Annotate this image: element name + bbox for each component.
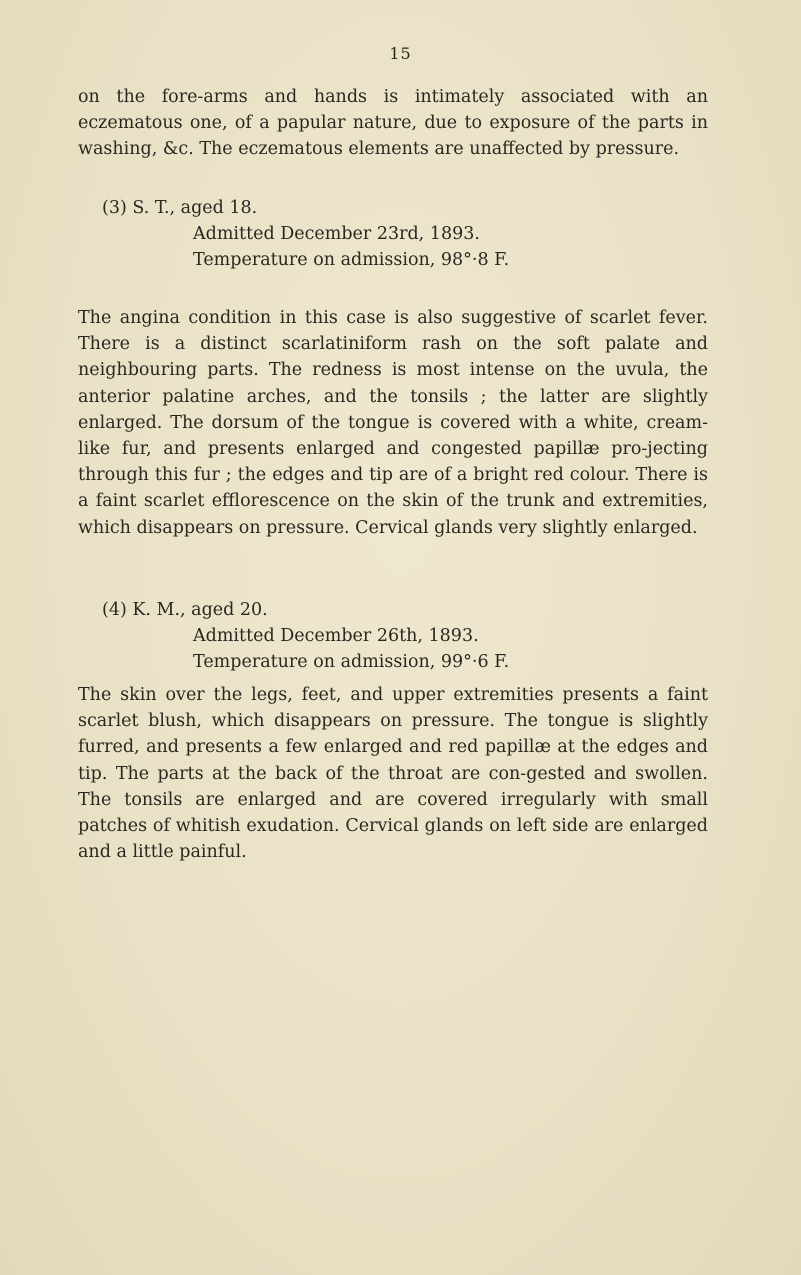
paragraph-2: The angina condition in this case is also suggestive of scarlet fever. There is a distinct scarlatiniform rash on the soft palate and neighbouring parts. The redness is most intense on the uvula, the anterior palatine arches, and the tonsils ; the latter are slightly enlarged. The dorsum of the tongue is covered with a white, cream-like fur, and presents enlarged and congested papillæ pro-jecting through this fur ; the edges and tip are of a bright red colour. There is a faint scarlet efflorescence on the skin of the trunk and extremities, which disappears on pressure. Cervical glands very slightly enlarged. [78, 308, 708, 538]
case-3-admitted: Admitted December 23rd, 1893. [193, 224, 480, 245]
case-3 [78, 195, 708, 274]
case-4-admitted: Admitted December 26th, 1893. [193, 626, 479, 647]
case-3-heading: (3) S. T., aged 18. [102, 198, 258, 218]
case-4-header [78, 597, 708, 676]
case-3-header [78, 195, 708, 274]
case-4-heading: (4) K. M., aged 20. [102, 600, 268, 620]
page-number: 15 [389, 44, 412, 63]
paragraph-1: on the fore-arms and hands is intimately associated with an eczematous one, of a papular nature, due to exposure of the parts in washing, &c. The eczematous elements are unaffected by pressure. [78, 87, 708, 160]
text-block-1 [78, 84, 708, 163]
paragraph-3: The skin over the legs, feet, and upper extremities presents a faint scarlet blush, which disappears on pressure. The tongue is slightly furred, and presents a few enlarged and red papillæ at the edges and tip. The parts at the back of the throat are con-gested and swollen. The tonsils are enlarged and are covered irregularly with small patches of whitish exudation. Cervical glands on left side are enlarged and a little painful. [78, 685, 708, 863]
case-4-temperature: Temperature on admission, 99°·6 F. [193, 652, 510, 673]
case-4 [78, 597, 708, 676]
text-block-2 [78, 305, 708, 541]
text-block-3 [78, 682, 708, 865]
case-3-temperature: Temperature on admission, 98°·8 F. [193, 250, 510, 271]
